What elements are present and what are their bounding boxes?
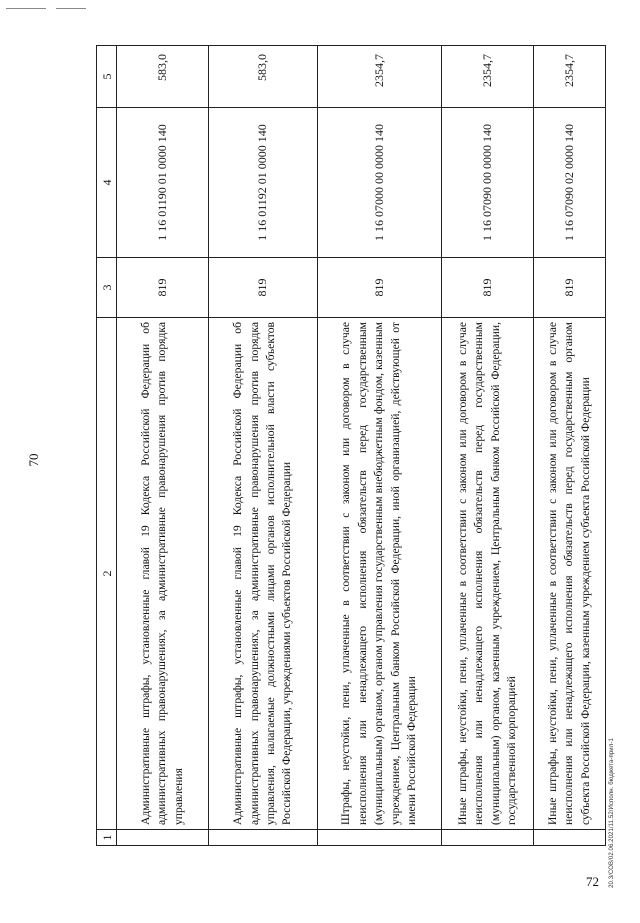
row-blank-cell (442, 830, 534, 846)
row-admin-code: 819 (318, 258, 442, 318)
row-amount: 2354,7 (534, 46, 606, 108)
row-budget-code: 1 16 01192 01 0000 140 (209, 108, 318, 258)
column-header-1: 1 (97, 830, 117, 846)
row-amount: 583,0 (209, 46, 318, 108)
document-code: 20.3/СОВ/02.06.2021/11.52/Исполн. бюджета-прил-1 (609, 738, 615, 888)
row-budget-code: 1 16 01190 01 0000 140 (117, 108, 209, 258)
row-income-name: Административные штрафы, установленные главой 19 Кодекса Российской Федерации об административных правонарушениях, за административные правонарушения против порядка управления, налагаемые должностными лицами органов исполнительной власти субъектов Российской Федерации, учреждениями субъектов Российской Федерации (209, 318, 318, 830)
scan-mark-right (56, 8, 86, 9)
table-row (117, 46, 209, 846)
row-budget-code: 1 16 07090 00 0000 140 (442, 108, 534, 258)
row-budget-code: 1 16 07090 02 0000 140 (534, 108, 606, 258)
row-admin-code: 819 (117, 258, 209, 318)
table-row (209, 46, 318, 846)
page-number-side: 70 (26, 453, 41, 467)
column-header-3: 3 (97, 258, 117, 318)
table-row (534, 46, 606, 846)
row-blank-cell (117, 830, 209, 846)
row-admin-code: 819 (442, 258, 534, 318)
row-blank-cell (318, 830, 442, 846)
row-income-name: Административные штрафы, установленные главой 19 Кодекса Российской Федерации об административных правонарушениях, за административные правонарушения против порядка управления (117, 318, 209, 830)
scan-mark-left (6, 8, 46, 9)
row-blank-cell (209, 830, 318, 846)
row-income-name: Иные штрафы, неустойки, пени, уплаченные в соответствии с законом или договором в случае неисполнения или ненадлежащего исполнения обязательств перед государственным органом субъекта Российской Федерации, казенным учреждением субъекта Российской Федерации (534, 318, 606, 830)
row-admin-code: 819 (209, 258, 318, 318)
table-row (318, 46, 442, 846)
budget-table-grid (96, 45, 606, 846)
column-header-4: 4 (97, 108, 117, 258)
table-row (442, 46, 534, 846)
budget-table (96, 46, 602, 846)
row-income-name: Иные штрафы, неустойки, пени, уплаченные в соответствии с законом или договором в случае неисполнения или ненадлежащего исполнения обязательств перед государственным (муниципальным) органом, казенным учреждением, Центральным банком Российской Федерации, государственной корпорацией (442, 318, 534, 830)
page-number-footer: 72 (586, 874, 599, 889)
table-header-row (97, 46, 117, 846)
row-amount: 2354,7 (442, 46, 534, 108)
column-header-2: 2 (97, 318, 117, 830)
column-header-5: 5 (97, 46, 117, 108)
row-blank-cell (534, 830, 606, 846)
row-amount: 583,0 (117, 46, 209, 108)
row-admin-code: 819 (534, 258, 606, 318)
row-budget-code: 1 16 07000 00 0000 140 (318, 108, 442, 258)
row-amount: 2354,7 (318, 46, 442, 108)
row-income-name: Штрафы, неустойки, пени, уплаченные в соответствии с законом или договором в случае неисполнения или ненадлежащего исполнения обязательств перед государственным (муниципальным) органом, органом управления государственным внебюджетным фондом, казенным учреждением, Центральным банком Российской Федерации, иной организацией, действующей от имени Российской Федерации (318, 318, 442, 830)
